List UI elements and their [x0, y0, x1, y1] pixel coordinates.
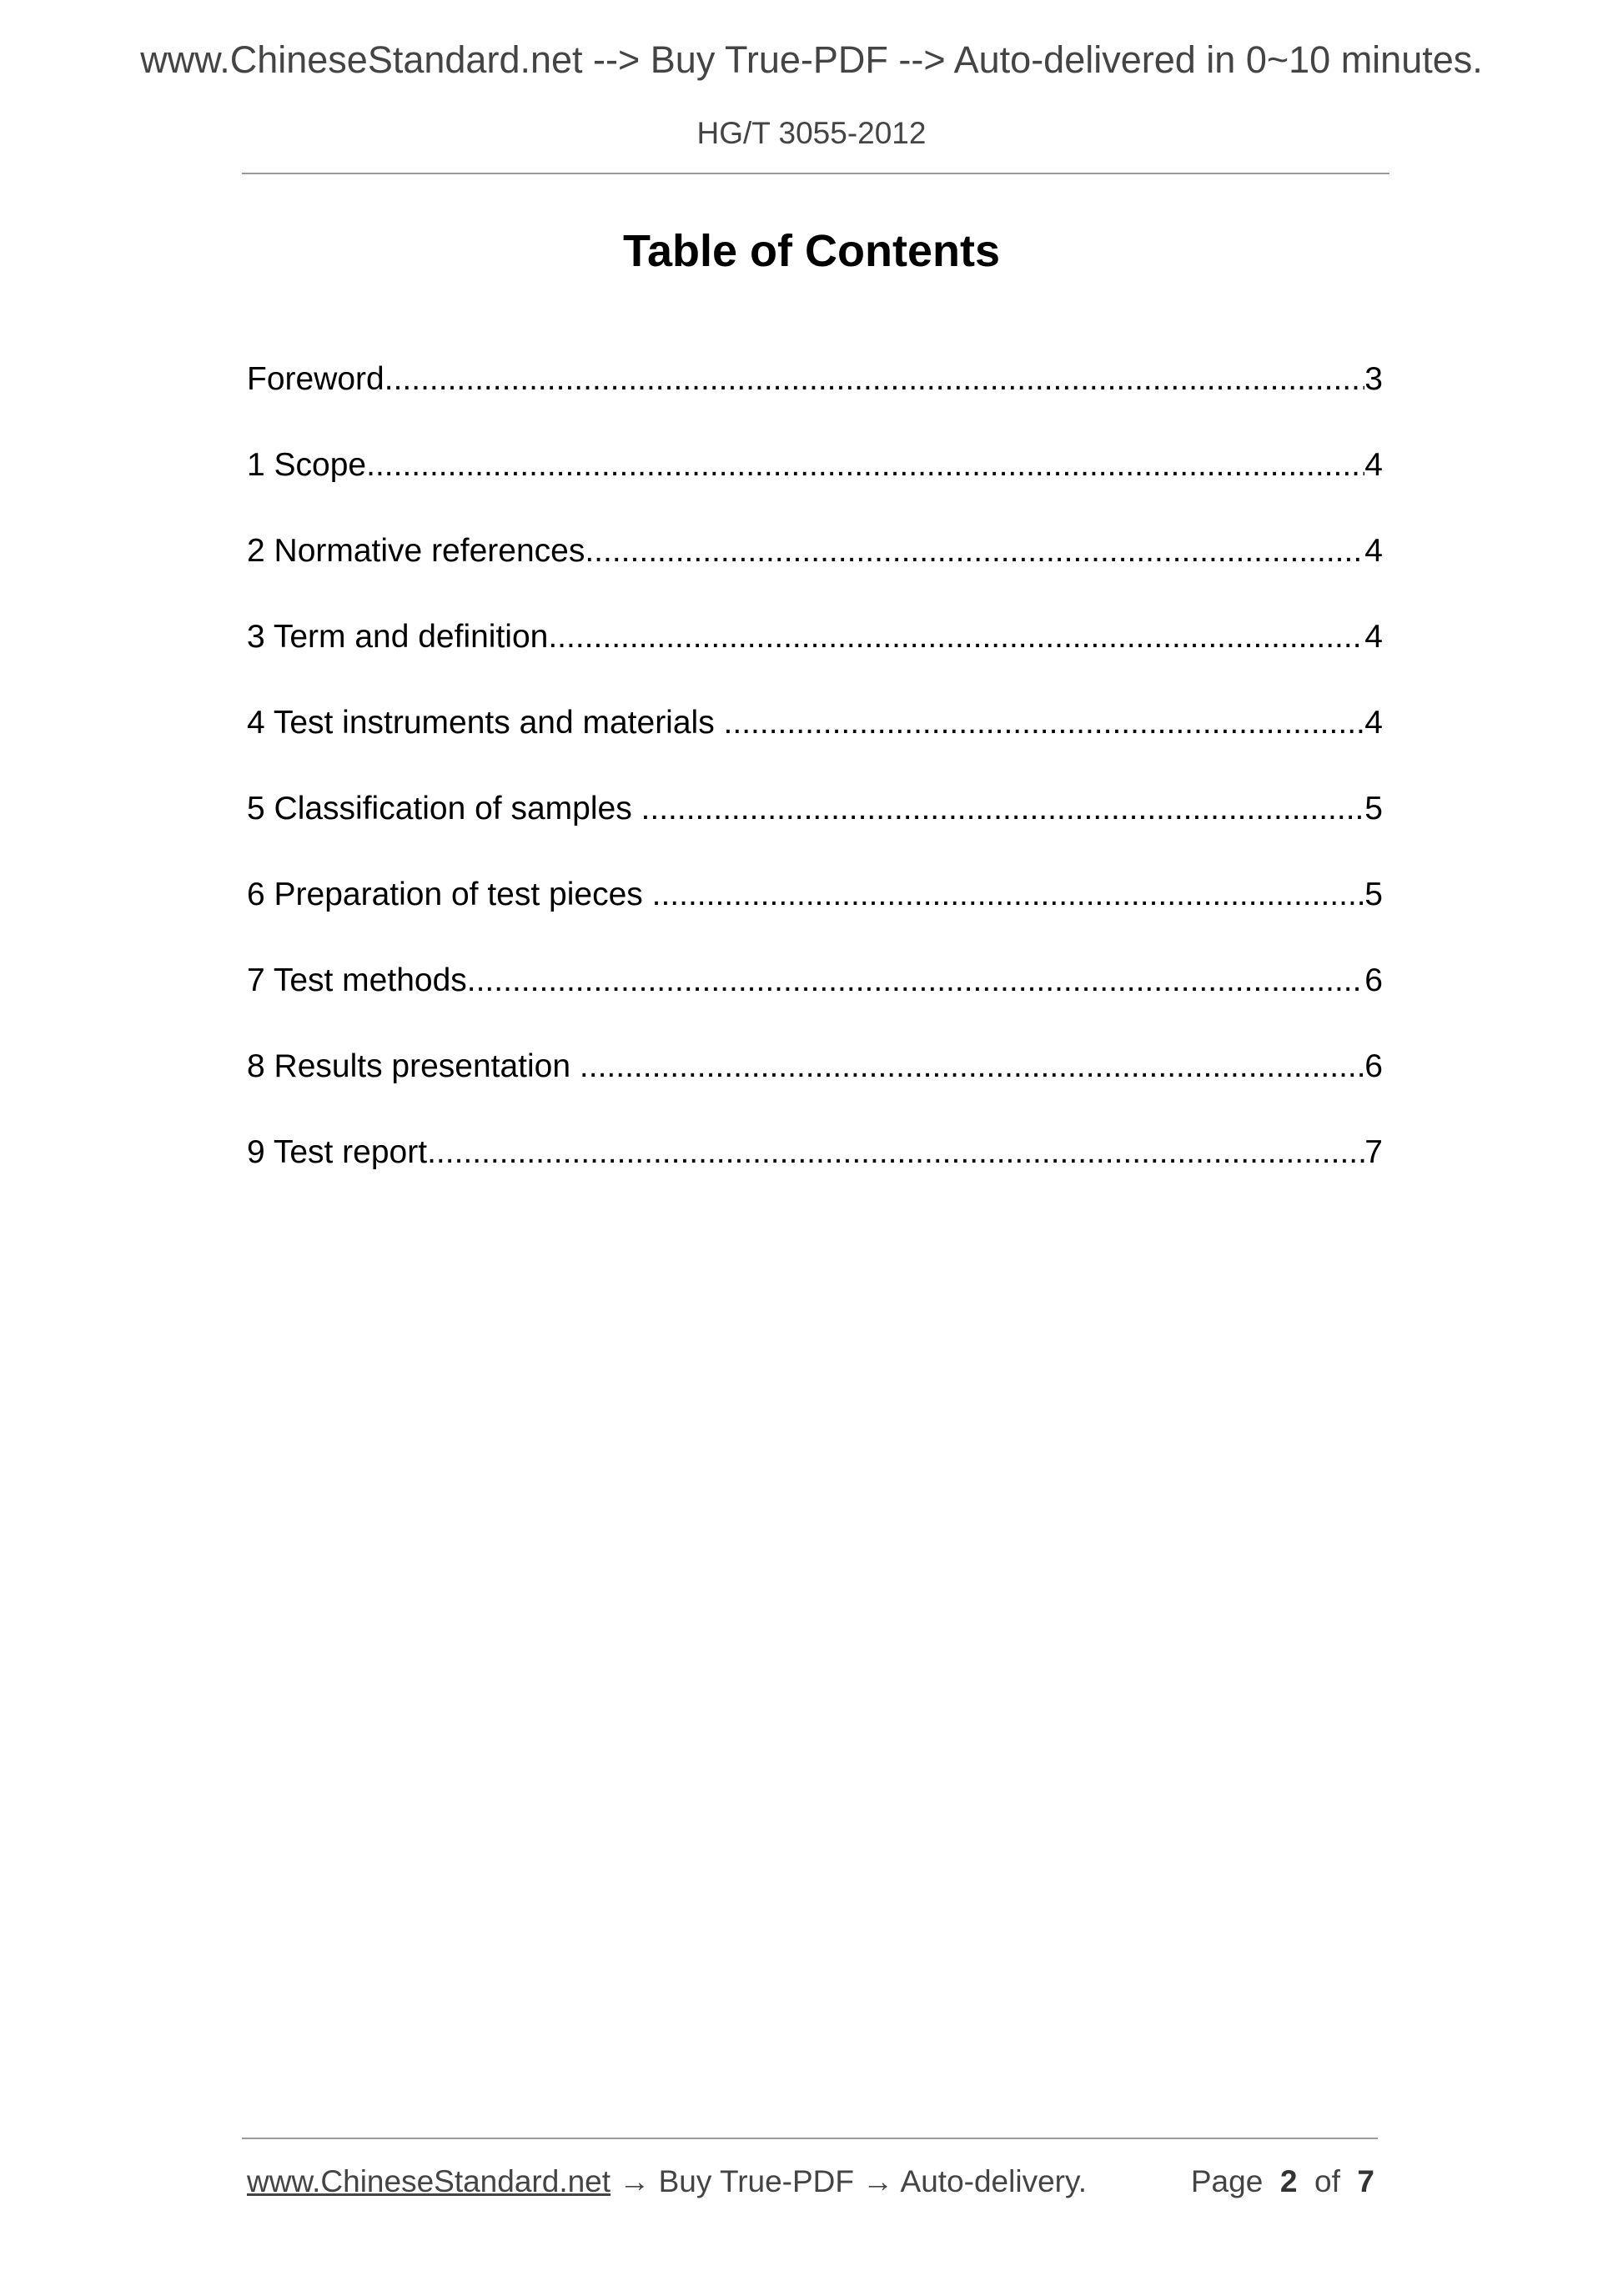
toc-entry-test-report[interactable] [247, 1125, 1383, 1211]
top-banner: www.ChineseStandard.net --> Buy True-PDF --> Auto-delivered in 0~10 minutes. [140, 38, 1483, 81]
dot-leader [641, 781, 1365, 837]
toc-entry-term-and-definition[interactable] [247, 610, 1383, 696]
toc-entry-page: 4 [1364, 533, 1383, 569]
page-title: Table of Contents [623, 226, 1000, 276]
toc-list [247, 352, 1383, 1211]
toc-entry-scope[interactable] [247, 438, 1383, 524]
page-number [1191, 2157, 1374, 2207]
arrow-right-icon: → [619, 2164, 651, 2198]
toc-entry-normative-references[interactable] [247, 524, 1383, 610]
dot-leader [580, 1039, 1364, 1094]
toc-entry-page: 4 [1364, 705, 1383, 741]
toc-entry-page: 3 [1364, 361, 1383, 397]
site-link[interactable]: www.ChineseStandard.net [247, 2164, 611, 2198]
toc-entry-page: 6 [1364, 962, 1383, 998]
dot-leader [724, 696, 1365, 751]
toc-entry-label: 4 Test instruments and materials [247, 705, 724, 741]
toc-entry-foreword[interactable] [247, 352, 1383, 438]
toc-entry-label: Foreword [247, 361, 384, 397]
dot-leader [467, 953, 1365, 1008]
toc-entry-test-methods[interactable] [247, 953, 1383, 1039]
toc-entry-results-presentation[interactable] [247, 1039, 1383, 1125]
toc-entry-page: 5 [1364, 791, 1383, 826]
toc-entry-page: 4 [1364, 619, 1383, 655]
page-footer [247, 2157, 1378, 2207]
toc-entry-classification-of-samples[interactable] [247, 781, 1383, 867]
header-divider [242, 173, 1389, 174]
of-word: of [1314, 2164, 1340, 2198]
toc-entry-label: 8 Results presentation [247, 1048, 580, 1084]
dot-leader [384, 352, 1365, 407]
page-word: Page [1190, 2164, 1264, 2198]
toc-entry-page: 6 [1364, 1048, 1383, 1084]
standard-code: HG/T 3055-2012 [696, 116, 927, 150]
toc-entry-label: 7 Test methods [247, 962, 467, 998]
current-page: 2 [1279, 2164, 1298, 2198]
toc-entry-label: 3 Term and definition [247, 619, 549, 655]
dot-leader [652, 867, 1365, 922]
toc-entry-page: 4 [1364, 447, 1383, 483]
toc-entry-page: 5 [1364, 877, 1383, 912]
toc-entry-label: 1 Scope [247, 447, 367, 483]
total-pages: 7 [1357, 2164, 1374, 2198]
buy-text: Buy True-PDF [658, 2164, 855, 2198]
toc-entry-test-instruments[interactable] [247, 696, 1383, 781]
arrow-right-icon: → [862, 2164, 894, 2198]
footer-promo [247, 2157, 1087, 2207]
dot-leader [427, 1125, 1364, 1180]
dot-leader [366, 438, 1364, 493]
toc-entry-preparation-of-test-pieces[interactable] [247, 867, 1383, 953]
toc-entry-page: 7 [1364, 1134, 1383, 1170]
dot-leader [548, 610, 1364, 665]
delivery-text: Auto-delivery. [900, 2164, 1088, 2198]
dot-leader [585, 524, 1364, 579]
footer-divider [242, 2138, 1378, 2139]
toc-entry-label: 6 Preparation of test pieces [247, 877, 652, 912]
toc-entry-label: 5 Classification of samples [247, 791, 641, 826]
toc-entry-label: 2 Normative references [247, 533, 585, 569]
toc-entry-label: 9 Test report [247, 1134, 428, 1170]
